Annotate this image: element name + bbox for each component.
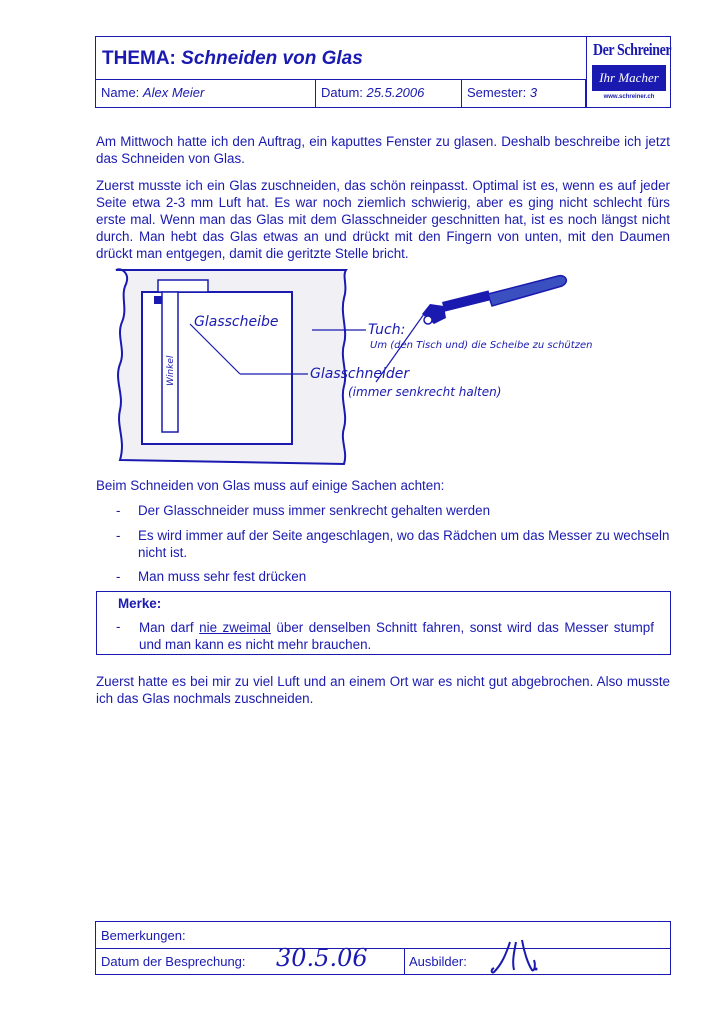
date-label: Datum: [321,85,363,100]
date-cell [316,79,462,107]
label-glasschneider: Glasschneider [310,366,410,382]
title-row [96,37,586,80]
paragraph-procedure: Zuerst musste ich ein Glas zuschneiden, das schön reinpasst. Optimal ist es, wenn es auf jeder Seite etwa 2-3 mm Luft hat. Es war noch ziemlich schwierig, aber es ging nicht schlecht fürs erste mal. Wenn man das Glas mit dem Glasschneider geschnitten hat, ist es noch längst nicht durch. Man hebt das Glas etwas an und drückt mit den Fingern von unten, mit den Daumen drückt man entgegen, damit die geritzte Stelle bricht. [96,178,670,261]
footer-box [95,921,671,975]
logo-slogan: Ihr Macher [599,70,659,85]
sketch-figure [112,264,660,474]
note-text [139,619,654,653]
meeting-label: Datum der Besprechung: [101,954,246,969]
logo [586,37,673,107]
semester-label: Semester: [467,85,527,100]
list-item-text: Der Glasschneider muss immer senkrecht gehalten werden [138,503,491,518]
paragraph-intro: Am Mittwoch hatte ich den Auftrag, ein kaputtes Fenster zu glasen. Deshalb beschreibe ich jetzt das Schneiden von Glas. [96,134,670,166]
list-item [116,527,670,563]
header-box [95,36,671,108]
list-item [116,502,670,522]
list-item [116,568,670,588]
list-intro: Beim Schneiden von Glas muss auf einige Sachen achten: [96,478,445,493]
list-dash: - [116,528,121,543]
sketch-svg [112,264,660,474]
meeting-date-handwritten: 30.5.06 [276,944,368,972]
trainer-cell [404,948,670,974]
name-label: Name: [101,85,140,100]
semester-value: 3 [529,85,538,100]
remarks-label: Bemerkungen: [101,928,186,943]
label-tuch-text: Um (den Tisch und) die Scheibe zu schützen [370,340,593,351]
list-item-text: Man muss sehr fest drücken [138,569,307,584]
square-top-arm [158,280,208,292]
paragraph-conclusion: Zuerst hatte es bei mir zu viel Luft und an einem Ort war es nicht gut abgebrochen. Also musste ich das Glas nochmals zuschneiden. [96,674,670,706]
note-text-after: über denselben Schnitt fahren, sonst wird das Messer stumpf und man kann es nicht mehr brauchen. [139,620,654,652]
page-title [102,48,363,70]
list-item-text: Es wird immer auf der Seite angeschlagen, wo das Rädchen um das Messer zu wechseln nicht ist. [138,528,670,560]
list-dash: - [116,569,121,584]
title-topic: Schneiden von Glas [181,48,363,69]
label-glasschneider-note: (immer senkrecht halten) [348,385,502,399]
trainer-signature [488,938,558,978]
trainer-label: Ausbilder: [409,954,467,969]
name-cell [96,79,316,107]
logo-text: Der Schreiner [593,40,672,59]
note-dash: - [116,619,121,634]
title-prefix: THEMA: [102,48,176,69]
name-value: Alex Meier [142,85,205,100]
glass-cutter-illustration [422,276,566,324]
semester-cell [462,79,586,107]
note-box [96,591,671,655]
label-tuch-title: Tuch: [368,322,406,338]
note-emphasis: nie zweimal [199,620,271,635]
meeting-cell [96,944,405,974]
label-glasscheibe: Glasscheibe [194,314,279,330]
logo-band [592,65,666,91]
list-dash: - [116,503,121,518]
note-text-before: Man darf [139,620,200,635]
remarks-row [96,922,670,949]
date-value: 25.5.2006 [366,85,425,100]
note-title: Merke: [118,596,162,611]
square-marker [154,296,162,304]
label-winkel: Winkel [166,355,176,386]
logo-url: www.schreiner.ch [603,94,655,100]
